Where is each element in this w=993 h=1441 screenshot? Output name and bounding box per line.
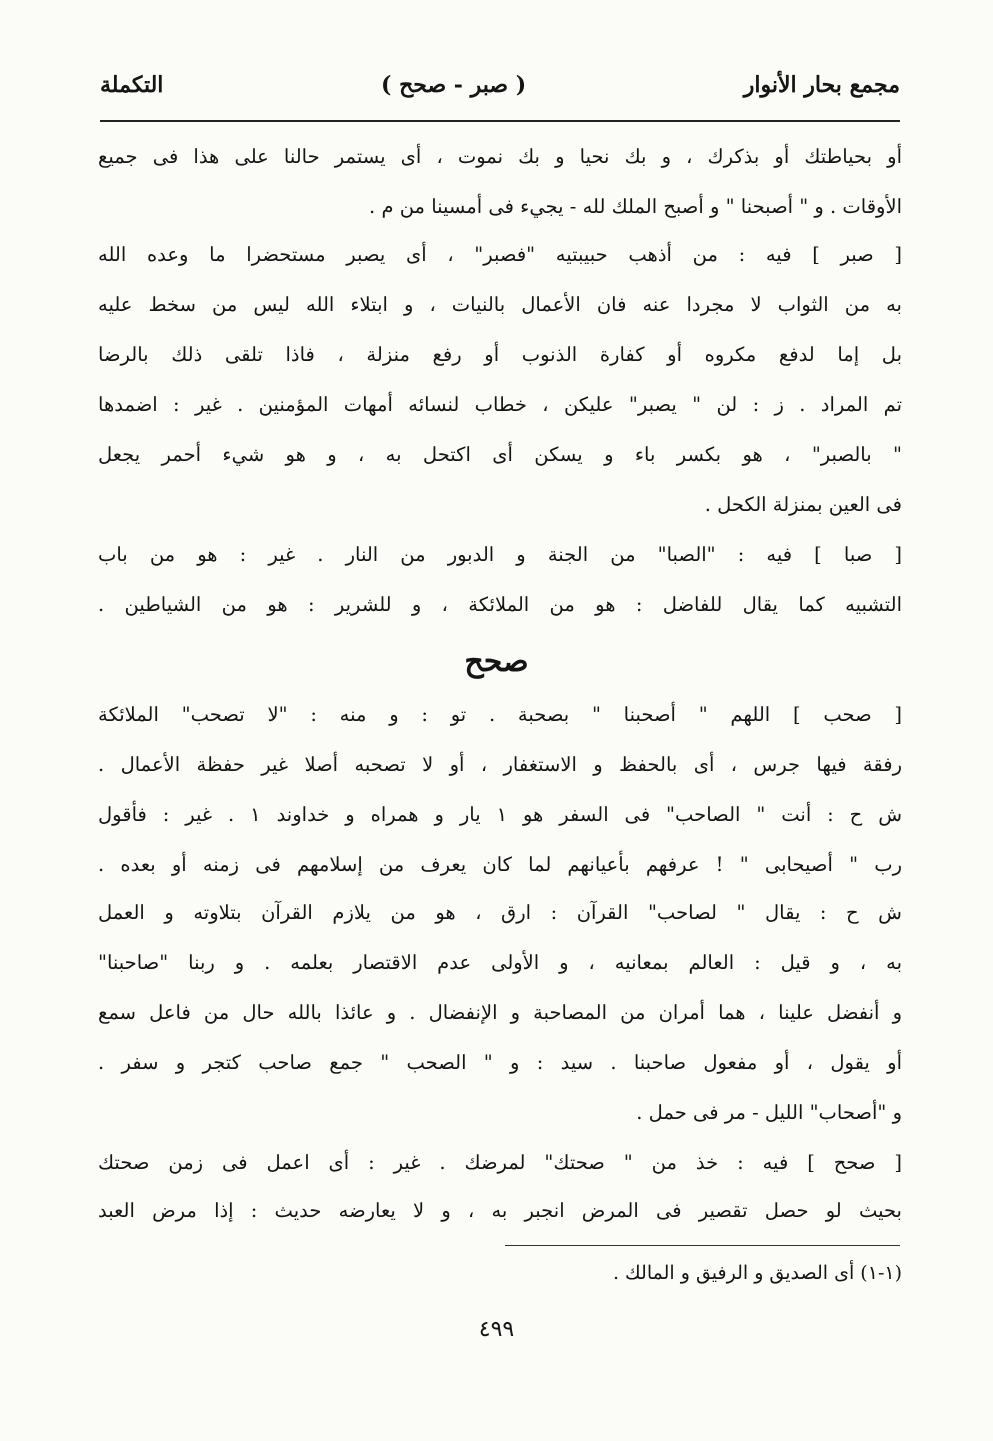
text-line: [ صبا ] فيه : "الصبا" من الجنة و الدبور من النار . غير : هو من باب — [98, 543, 902, 566]
text-line: به ، و قيل : العالم بمعانيه ، و الأولى عدم الاقتصار بعلمه . و ربنا "صاحبنا" — [98, 951, 902, 974]
footnote: (١-١) أى الصديق و الرفيق و المالك . — [612, 1262, 902, 1284]
page-number: ٤٩٩ — [478, 1317, 515, 1342]
text-line: و "أصحاب" الليل - مر فى حمل . — [636, 1101, 902, 1124]
text-line: أو بحياطتك أو بذكرك ، و بك نحيا و بك نموت ، أى يستمر حالنا على هذا فى جميع — [98, 145, 902, 168]
book-title: مجمع بحار الأنوار — [743, 72, 900, 98]
text-line: رب " أصيحابى " ! عرفهم بأعيانهم لما كان يعرف من إسلامهم فى زمنه أو بعده . — [98, 853, 902, 876]
text-line: [ صبر ] فيه : من أذهب حبيبتيه "فصبر" ، أى يصبر مستحضرا ما وعده الله — [98, 243, 902, 266]
page-header — [100, 60, 900, 110]
header-rule — [100, 120, 900, 122]
text-line: و أنفضل علينا ، هما أمران من المصاحبة و الإنفضال . و عائذا بالله حال من فاعل سمع — [98, 1001, 902, 1024]
footnote-rule — [505, 1245, 900, 1246]
text-line: ش ح : يقال " لصاحب" القرآن : ارق ، هو من يلازم القرآن بتلاوته و العمل — [98, 901, 902, 924]
text-line: به من الثواب لا مجردا عنه فان الأعمال بالنيات ، و ابتلاء الله ليس من سخط عليه — [98, 293, 902, 316]
text-line: " بالصبر" ، هو بكسر باء و يسكن أى اكتحل به ، و هو شيء أحمر يجعل — [98, 443, 902, 466]
text-line: [ صحب ] اللهم " أصحبنا " بصحبة . تو : و منه : "لا تصحب" الملائكة — [98, 703, 902, 726]
text-line: فى العين بمنزلة الكحل . — [704, 493, 902, 516]
text-line: ش ح : أنت " الصاحب" فى السفر هو ١ يار و همراه و خداوند ١ . غير : فأقول — [98, 803, 902, 826]
supplement-label: التكملة — [100, 72, 164, 98]
text-line: تم المراد . ز : لن " يصبر" عليكن ، خطاب لنسائه أمهات المؤمنين . غير : اضمدها — [98, 393, 902, 416]
text-line: بل إما لدفع مكروه أو كفارة الذنوب أو رفع منزلة ، فاذا تلقى ذلك بالرضا — [98, 343, 902, 366]
text-line: الأوقات . و " أصبحنا " و أصبح الملك لله - يجيء فى أمسينا من م . — [369, 195, 902, 218]
section-heading: صحح — [464, 644, 529, 679]
text-line: التشبيه كما يقال للفاضل : هو من الملائكة ، و للشرير : هو من الشياطين . — [98, 593, 902, 616]
text-line: [ صحح ] فيه : خذ من " صحتك" لمرضك . غير : أى اعمل فى زمن صحتك — [98, 1151, 902, 1174]
text-line: أو يقول ، أو مفعول صاحبنا . سيد : و " الصحب " جمع صاحب كتجر و سفر . — [98, 1051, 902, 1074]
text-line: رفقة فيها جرس ، أى بالحفظ و الاستغفار ، أو لا تصحبه أصلا غير حفظة الأعمال . — [98, 753, 902, 776]
text-line: بحيث لو حصل تقصير فى المرض انجبر به ، و لا يعارضه حديث : إذا مرض العبد — [98, 1199, 902, 1222]
section-range: ( صبر - صحح ) — [381, 72, 527, 98]
